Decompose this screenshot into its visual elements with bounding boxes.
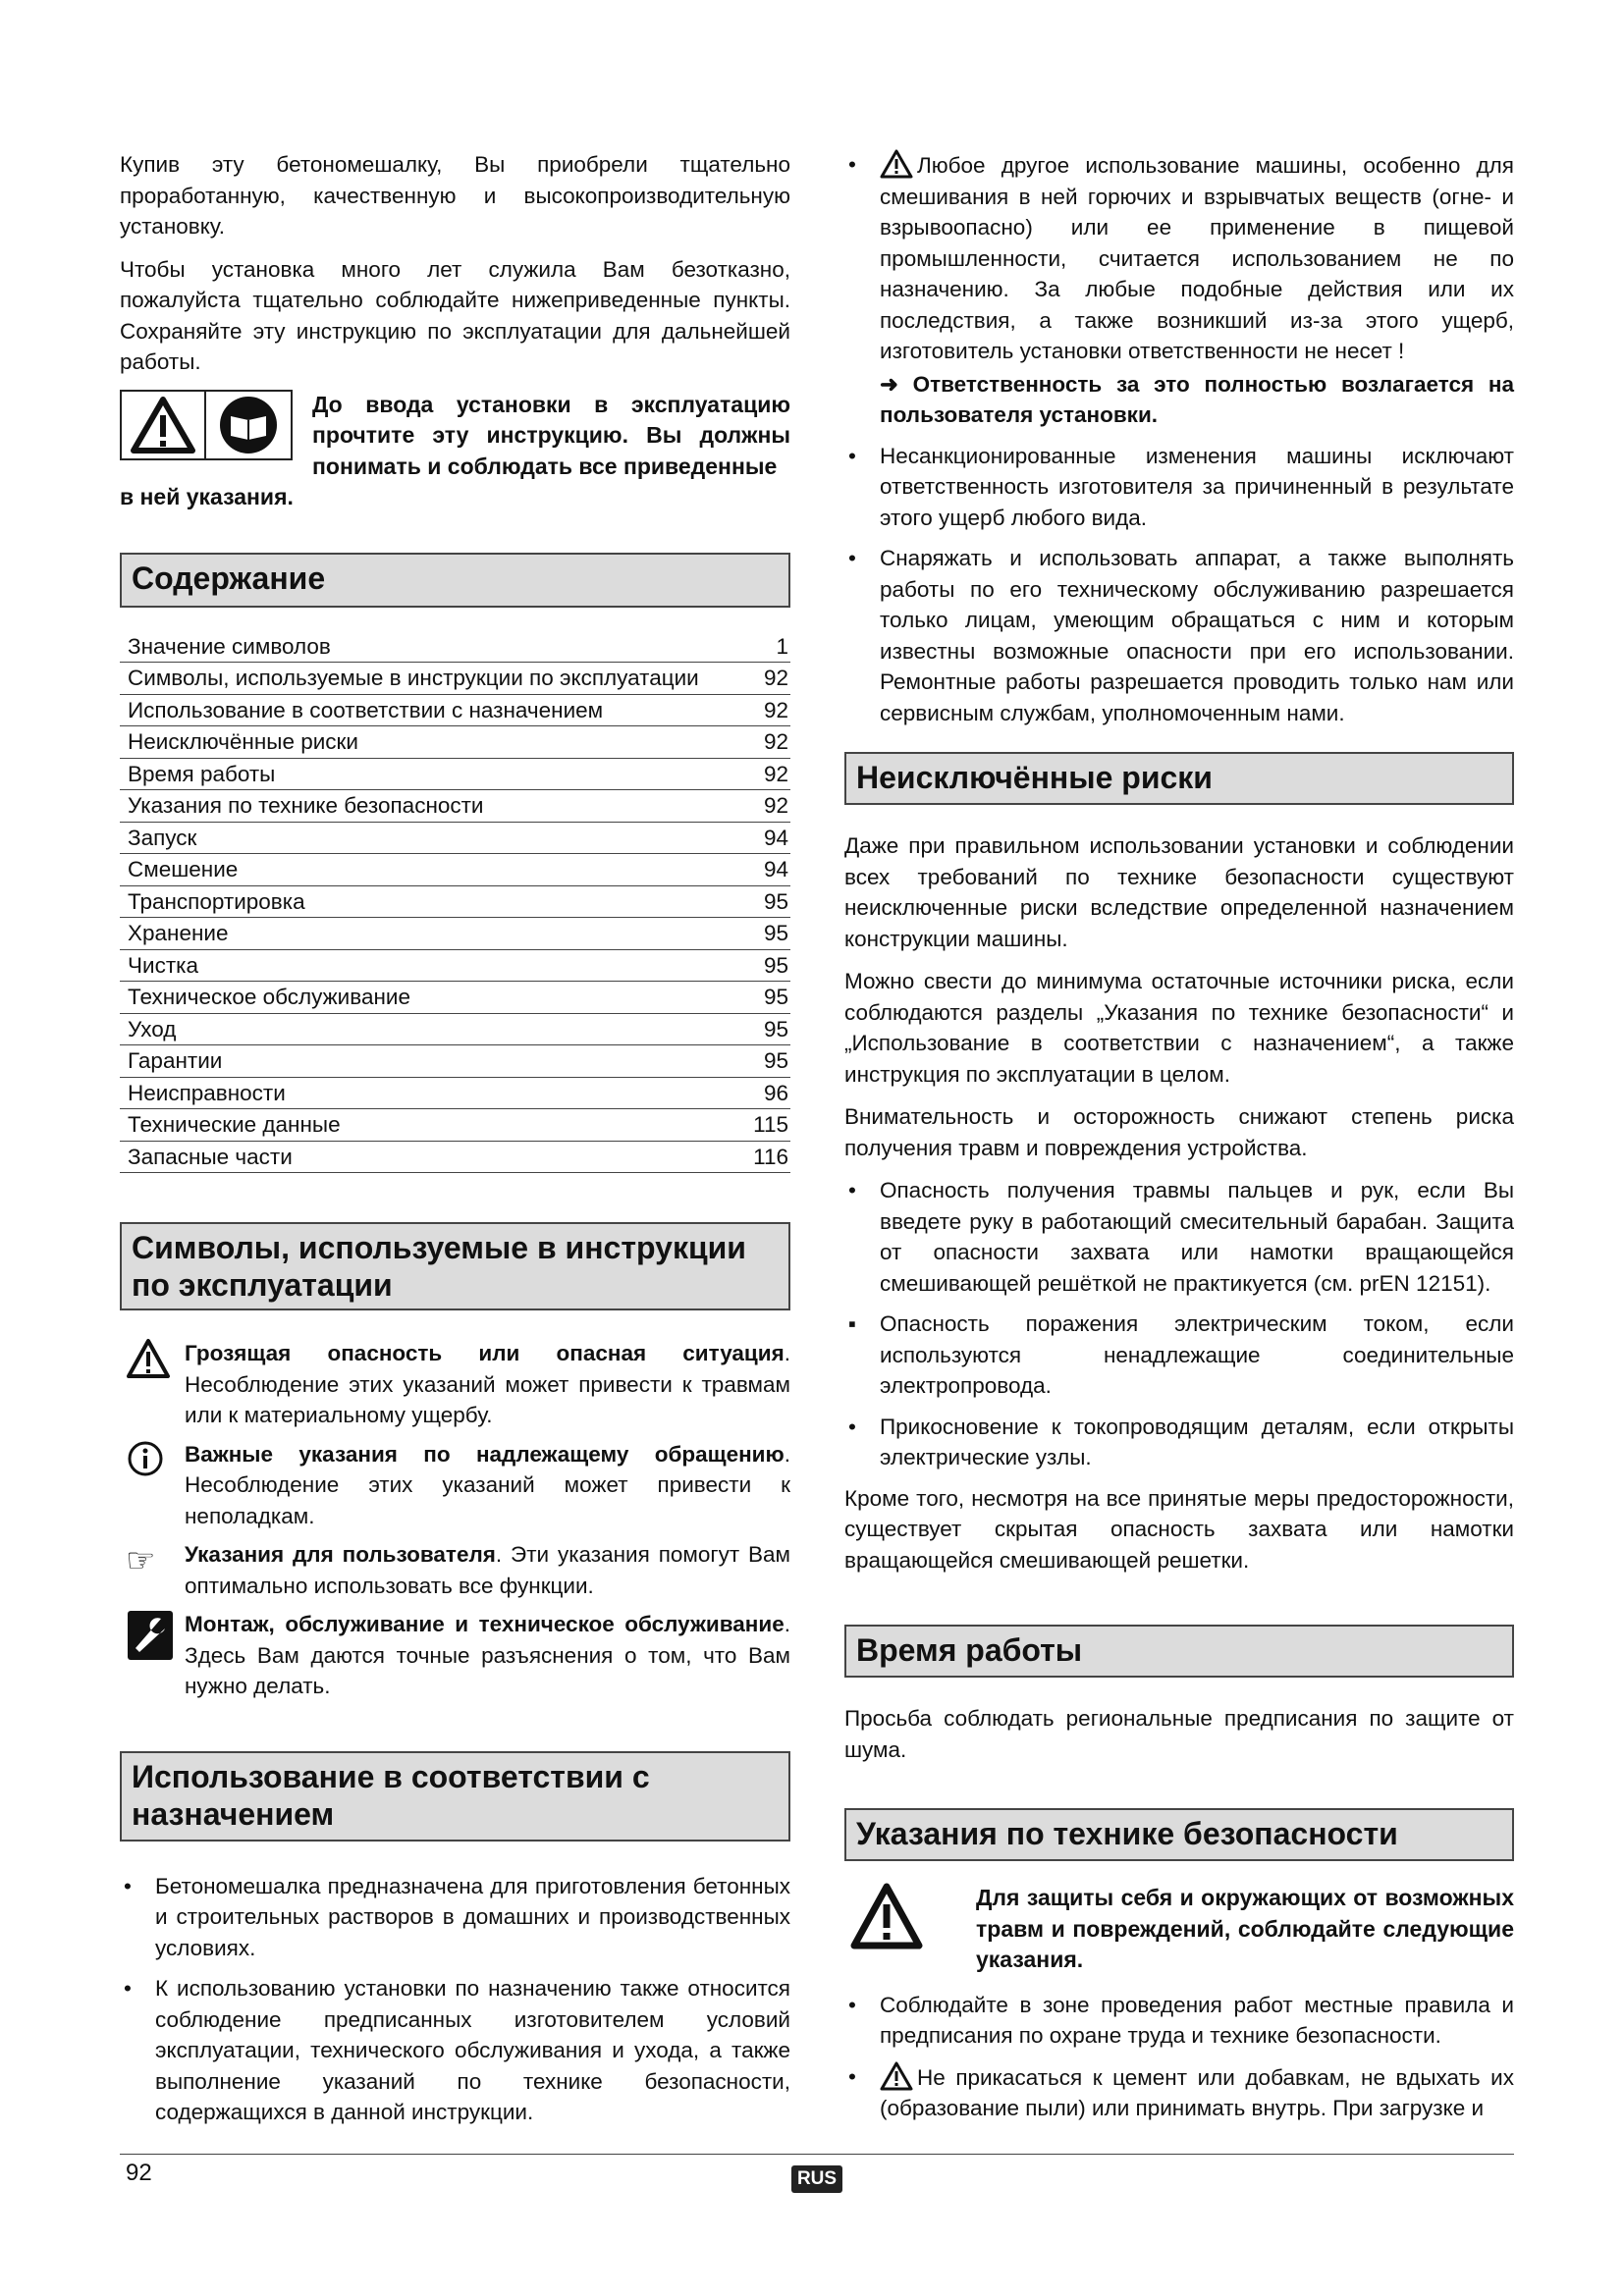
toc-list [120,631,790,1174]
toc-page: 92 [763,697,788,722]
toc-row [120,726,790,759]
usage-bullets-continued [844,149,1514,728]
symbol-text: Указания для пользователя. Эти указания помогут Вам оптимально использовать все функции. [185,1542,791,1598]
safety-heading: Указания по технике безопасности [844,1808,1514,1861]
toc-page: 95 [763,1016,788,1041]
toc-row [120,695,790,727]
symbol-text: Грозящая опасность или опасная ситуация. Несоблюдение этих указаний может привести к травмам или к материальному ущербу. [185,1341,790,1427]
wrench-icon [126,1609,185,1702]
toc-row [120,631,790,664]
intro-paragraph-1: Купив эту бетономешалку, Вы приобрели тщательно проработанную, качественную и высокопроизводительную установку. [120,152,790,239]
toc-label: Чистка [128,952,198,978]
symbols-list [120,1338,790,1702]
warning-and-manual-icons [120,390,293,460]
toc-page: 116 [753,1144,788,1169]
worktime-paragraph: Просьба соблюдать региональные предписания по защите от шума. [844,1706,1514,1762]
responsibility-note: ➜ Ответственность за это полностью возлагается на пользователя установки. [880,371,1514,427]
warning-triangle-icon [126,1338,185,1431]
toc-label: Смешение [128,857,239,881]
toc-page: 95 [763,888,788,914]
warning-triangle-icon [844,1883,976,1976]
list-item: • Несанкционированные изменения машины исключают ответственность изготовителя за причиненный в результате этого ущерб любого вида. [848,443,1514,530]
toc-row [120,886,790,919]
toc-label: Гарантии [128,1048,223,1073]
toc-row [120,790,790,823]
toc-page: 94 [763,825,788,850]
toc-label: Транспортировка [128,888,305,914]
toc-page: 94 [763,857,788,881]
risks-paragraph-4: Кроме того, несмотря на все принятые меры предосторожности, существует скрытая опасность захвата или намотки вращающейся смешивающей решетки. [844,1485,1514,1573]
toc-label: Использование в соответствии с назначением [128,697,604,722]
risks-paragraph-2: Можно свести до минимума остаточные источники риска, если соблюдаются разделы „Указания по технике безопасности“ и „Использование в соответствии с назначением“, а также инструкция по эксплуатации в целом. [844,969,1514,1087]
safety-warning-text: Для защиты себя и окружающих от возможных травм и повреждений, соблюдайте следующие указания. [976,1885,1514,1972]
toc-label: Техническое обслуживание [128,985,410,1009]
toc-row [120,823,790,855]
warning-triangle-icon [122,392,206,458]
toc-page: 1 [776,633,788,659]
symbol-row [126,1539,790,1601]
toc-label: Запасные части [128,1144,293,1169]
symbols-heading: Символы, используемые в инструкции по эксплуатации [120,1222,790,1310]
toc-page: 96 [763,1080,788,1105]
toc-page: 92 [763,666,788,690]
symbol-text: Монтаж, обслуживание и техническое обслуживание. Здесь Вам даются точные разъяснения о том, что Вам нужно делать. [185,1612,790,1698]
toc-row [120,1045,790,1078]
toc-label: Значение символов [128,633,331,659]
toc-label: Символы, используемые в инструкции по эксплуатации [128,666,699,690]
info-circle-icon [126,1439,185,1532]
symbol-row [126,1338,790,1431]
toc-page: 95 [763,921,788,945]
list-item: • Бетономешалка предназначена для приготовления бетонных и строительных растворов в домашних и производственных условиях. [124,1873,790,1960]
read-manual-icon [206,392,291,458]
toc-label: Уход [128,1016,177,1041]
list-item: • Соблюдайте в зоне проведения работ местные правила и предписания по охране труда и технике безопасности. [848,1992,1514,2048]
toc-label: Указания по технике безопасности [128,793,484,818]
intro-warning-tail: в ней указания. [120,484,294,509]
toc-row [120,1014,790,1046]
toc-row [120,1142,790,1174]
toc-page: 115 [753,1112,788,1137]
list-item: • Опасность получения травмы пальцев и рук, если Вы введете руку в работающий смесительный барабан. Защита от опасности захвата или намотки вращающейся смешивающей решёткой не практикуется (см. prEN 12151). [848,1178,1514,1296]
toc-page: 92 [763,793,788,818]
list-item: • Прикосновение к токопроводящим деталям, если открыты электрические узлы. [848,1414,1514,1469]
left-column [120,149,790,2138]
symbol-text: Важные указания по надлежащему обращению. Несоблюдение этих указаний может привести к неполадкам. [185,1441,790,1528]
toc-row [120,1078,790,1110]
toc-page: 92 [763,729,788,754]
intro-warning-text: До ввода установки в эксплуатацию прочтите эту инструкцию. Вы должны понимать и соблюдать все приведенные [312,391,790,479]
risks-paragraph-1: Даже при правильном использовании установки и соблюдении всех требований по технике безопасности существуют неисключенные риски вследствие определенной назначением конструкции машины. [844,833,1514,951]
toc-row [120,982,790,1014]
toc-row [120,759,790,791]
toc-row [120,918,790,950]
warning-triangle-icon [880,2061,913,2091]
toc-page: 95 [763,985,788,1009]
risks-paragraph-3: Внимательность и осторожность снижают степень риска получения травм и повреждения устройства. [844,1104,1514,1160]
list-item: • Снаряжать и использовать аппарат, а также выполнять работы по его техническому обслуживанию разрешается только лицам, умеющим обращаться с ним и которым известны возможные опасности при его использовании. Ремонтные работы разрешается проводить только нам или сервисным службам, уполномоченным нами. [848,546,1514,725]
arrow-right-icon: ➜ [880,371,913,397]
toc-row [120,663,790,695]
safety-warning-block [844,1883,1514,1976]
pointing-hand-icon: ☞ [126,1542,156,1579]
toc-label: Хранение [128,921,229,945]
toc-row [120,1109,790,1142]
usage-bullets [120,1871,790,2128]
toc-label: Неисправности [128,1080,286,1105]
safety-bullets [844,1990,1514,2124]
toc-row [120,854,790,886]
list-item: • К использованию установки по назначению также относится соблюдение предписанных изготовителем условий эксплуатации, технического обслуживания и ухода, а также выполнение указаний по технике безопасности, содержащихся в данной инструкции. [124,1976,790,2124]
toc-page: 95 [763,952,788,978]
toc-page: 95 [763,1048,788,1073]
symbol-row [126,1439,790,1532]
footer-divider [120,2154,1514,2155]
toc-row [120,950,790,983]
risks-heading: Неисключённые риски [844,752,1514,805]
right-column [844,149,1514,2134]
warning-triangle-icon [880,149,913,179]
intro-warning-block [120,390,790,513]
page-number: 92 [126,2160,152,2186]
toc-label: Время работы [128,761,276,786]
toc-label: Технические данные [128,1112,341,1137]
list-item: • Любое другое использование машины, особенно для смешивания в ней горючих и взрывчатых веществ (огне- и взрывоопасно) или ее применение в пищевой промышленности, считается использованием не по назначению. За любые подобные действия или их последствия, а также возникший из-за этого ущерб, изготовитель установки ответственности не несет ! ➜ Ответственность за это полностью возлагается на пользователя установки. [844,149,1514,431]
toc-heading: Содержание [120,553,790,608]
list-item: • Не прикасаться к цемент или добавкам, не вдыхать их (образование пыли) или принимать внутрь. При загрузке и [844,2061,1514,2124]
symbol-row [126,1609,790,1702]
worktime-heading: Время работы [844,1625,1514,1678]
list-item: ▪ Опасность поражения электрическим током, если используются ненадлежащие соединительные электропровода. [848,1311,1514,1398]
risks-bullets [844,1175,1514,1473]
usage-heading: Использование в соответствии с назначением [120,1751,790,1842]
intro-paragraph-2: Чтобы установка много лет служила Вам безотказно, пожалуйста тщательно соблюдайте нижеприведенные пункты. Сохраняйте эту инструкцию по эксплуатации для дальнейшей работы. [120,256,790,374]
toc-label: Запуск [128,825,197,850]
toc-page: 92 [763,761,788,786]
toc-label: Неисключённые риски [128,729,358,754]
language-badge: RUS [791,2165,842,2193]
